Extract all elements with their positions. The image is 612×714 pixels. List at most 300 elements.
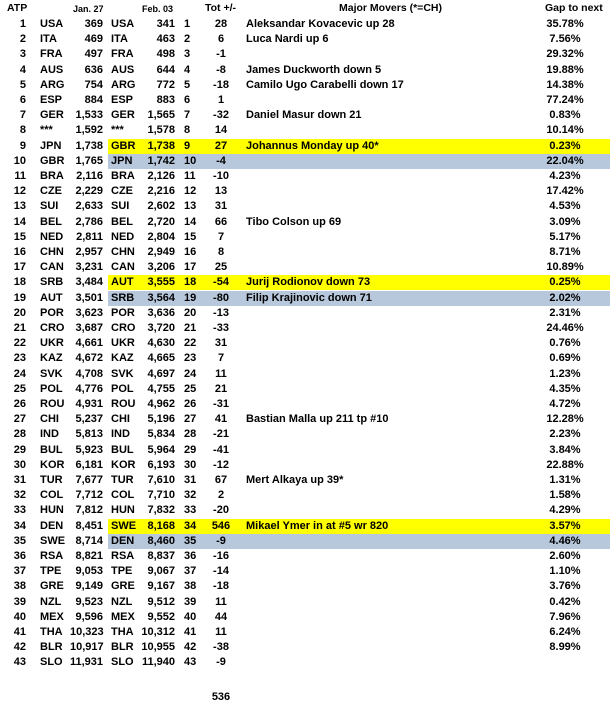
country-feb: POR [111,307,135,319]
points-feb: 2,126 [147,170,175,182]
rank-feb: 1 [184,18,191,30]
rank-feb: 10 [184,155,197,167]
gap-to-next: 24.46% [546,322,584,334]
table-row [0,245,612,260]
country-jan: NED [40,231,64,243]
points-feb: 9,067 [147,565,175,577]
points-feb: 341 [156,18,175,30]
country-jan: MEX [40,611,64,623]
table-row [0,32,612,47]
country-feb: SRB [111,292,135,304]
rank-jan: 14 [13,216,26,228]
rank-feb: 2 [184,33,191,45]
points-jan: 636 [84,64,103,76]
country-jan: POR [40,307,64,319]
points-jan: 10,323 [70,626,104,638]
points-feb: 9,552 [147,611,175,623]
rank-jan: 3 [19,48,26,60]
country-feb: BRA [111,170,135,182]
rank-jan: 15 [13,231,26,243]
rank-jan: 6 [19,94,26,106]
total-change: -18 [213,580,229,592]
rank-jan: 5 [19,79,26,91]
country-jan: GBR [40,155,65,167]
country-feb: ITA [111,33,128,45]
rank-jan: 1 [19,18,26,30]
rank-jan: 36 [13,550,26,562]
country-jan: COL [40,489,64,501]
country-feb: GBR [111,140,136,152]
rank-jan: 32 [13,489,26,501]
country-jan: THA [40,626,63,638]
rank-jan: 37 [13,565,26,577]
total-change: 27 [214,140,228,152]
major-mover: Jurij Rodionov down 73 [246,276,371,288]
points-jan: 9,523 [75,596,103,608]
points-feb: 8,460 [147,535,175,547]
rank-feb: 43 [184,656,197,668]
country-feb: KOR [111,459,136,471]
table-row [0,443,612,458]
total-change: 11 [215,368,227,380]
country-feb: POL [111,383,134,395]
rank-jan: 31 [13,474,26,486]
points-feb: 1,565 [147,109,175,121]
points-jan: 2,786 [75,216,103,228]
points-feb: 4,630 [147,337,175,349]
rank-feb: 7 [184,109,191,121]
country-feb: BEL [111,216,133,228]
major-mover: Daniel Masur down 21 [246,109,362,121]
points-feb: 4,697 [147,368,175,380]
country-feb: TPE [111,565,133,577]
points-jan: 2,116 [76,170,103,182]
rank-feb: 38 [184,580,197,592]
rank-feb: 14 [184,216,197,228]
major-mover: Mikael Ymer in at #5 wr 820 [246,520,389,532]
header-movers: Major Movers (*=CH) [339,2,442,14]
points-feb: 9,512 [147,596,175,608]
rank-jan: 17 [13,261,26,273]
rank-feb: 31 [184,474,197,486]
total-change: -38 [213,641,229,653]
country-jan: UKR [40,337,64,349]
points-jan: 8,714 [75,535,103,547]
country-jan: ESP [40,94,63,106]
country-jan: RSA [40,550,64,562]
points-jan: 4,776 [75,383,103,395]
points-feb: 8,168 [147,520,175,532]
points-jan: 7,812 [75,504,103,516]
country-feb: USA [111,18,135,30]
gap-to-next: 4.53% [549,200,581,212]
rank-feb: 24 [184,368,197,380]
total-change: -18 [213,79,229,91]
country-jan: DEN [40,520,64,532]
table-row [0,154,612,169]
total-change: -80 [213,292,229,304]
table-row [0,93,612,108]
rank-feb: 12 [184,185,197,197]
major-mover: Tibo Colson up 69 [246,216,342,228]
rank-feb: 36 [184,550,197,562]
country-jan: BUL [40,444,63,456]
total-change: -12 [213,459,229,471]
total-change: -14 [213,565,229,577]
rank-jan: 13 [13,200,26,212]
gap-to-next: 3.76% [549,580,581,592]
rank-jan: 25 [13,383,26,395]
rank-jan: 11 [14,170,26,182]
points-feb: 2,949 [147,246,175,258]
gap-to-next: 0.69% [549,352,581,364]
points-jan: 2,633 [75,200,103,212]
points-feb: 883 [156,94,175,106]
rank-jan: 34 [13,520,26,532]
country-jan: USA [40,18,64,30]
rank-jan: 10 [13,155,26,167]
rank-feb: 23 [184,352,197,364]
points-jan: 9,053 [75,565,103,577]
country-feb: NZL [111,596,133,608]
country-jan: AUT [40,292,63,304]
country-feb: KAZ [111,352,134,364]
country-feb: RSA [111,550,135,562]
points-feb: 2,216 [147,185,175,197]
country-feb: ESP [111,94,134,106]
points-jan: 1,738 [75,140,103,152]
rank-feb: 22 [184,337,197,349]
rank-feb: 13 [184,200,197,212]
rank-feb: 21 [184,322,197,334]
header-gap: Gap to next [545,2,603,14]
table-row [0,595,612,610]
country-feb: JPN [111,155,133,167]
major-mover: Johannus Monday up 40* [246,140,379,152]
country-feb: CZE [111,185,133,197]
total-change: 66 [214,216,228,228]
points-jan: 4,661 [75,337,103,349]
total-change: 31 [214,337,228,349]
rank-jan: 28 [13,428,26,440]
table-row [0,215,612,230]
points-jan: 9,149 [75,580,103,592]
points-jan: 4,931 [75,398,103,410]
rank-jan: 12 [13,185,26,197]
points-jan: 1,765 [75,155,103,167]
table-row [0,275,612,290]
country-jan: SRB [40,276,64,288]
country-feb: ARG [111,79,136,91]
points-feb: 1,738 [147,140,175,152]
rank-feb: 35 [184,535,197,547]
country-jan: ARG [40,79,65,91]
table-row [0,63,612,78]
country-feb: CHI [111,413,130,425]
total-change: -13 [213,307,229,319]
country-feb: ROU [111,398,136,410]
gap-to-next: 17.42% [546,185,584,197]
country-feb: COL [111,489,135,501]
country-jan: AUS [40,64,64,76]
points-feb: 3,206 [147,261,175,273]
table-row [0,610,612,625]
points-jan: 3,623 [75,307,103,319]
rank-feb: 3 [184,48,191,60]
points-feb: 10,312 [141,626,175,638]
points-jan: 5,813 [75,428,103,440]
points-feb: 1,578 [147,124,175,136]
rank-jan: 40 [13,611,26,623]
total-change: -33 [213,322,229,334]
gap-to-next: 3.57% [549,520,581,532]
total-change: -8 [216,64,226,76]
table-row [0,519,612,534]
points-feb: 3,555 [147,276,175,288]
gap-to-next: 19.88% [546,64,584,76]
rank-jan: 16 [13,246,26,258]
points-jan: 5,923 [75,444,103,456]
points-feb: 3,636 [147,307,175,319]
table-row [0,503,612,518]
points-feb: 6,193 [147,459,175,471]
rank-jan: 7 [19,109,26,121]
total-change: -16 [213,550,229,562]
points-jan: 4,672 [75,352,103,364]
points-feb: 7,710 [147,489,175,501]
country-jan: CHN [40,246,64,258]
gap-to-next: 0.23% [549,140,581,152]
total-sum: 536 [211,691,231,703]
points-feb: 4,755 [147,383,175,395]
rank-jan: 33 [13,504,26,516]
table-row [0,488,612,503]
country-feb: GER [111,109,135,121]
gap-to-next: 4.72% [549,398,581,410]
points-jan: 8,451 [75,520,103,532]
rank-jan: 29 [13,444,26,456]
gap-to-next: 35.78% [546,18,584,30]
total-change: -41 [213,444,229,456]
gap-to-next: 5.17% [549,231,581,243]
points-feb: 7,610 [147,474,175,486]
points-feb: 5,196 [147,413,175,425]
table-row [0,655,612,670]
table-row [0,108,612,123]
total-change: 8 [217,246,225,258]
rank-feb: 11 [184,170,196,182]
points-jan: 3,484 [75,276,103,288]
points-jan: 497 [84,48,103,60]
gap-to-next: 4.23% [549,170,581,182]
gap-to-next: 1.58% [549,489,581,501]
country-jan: TUR [40,474,63,486]
points-jan: 2,811 [76,231,103,243]
table-row [0,260,612,275]
points-feb: 4,962 [147,398,175,410]
gap-to-next: 3.84% [549,444,581,456]
country-jan: BLR [40,641,63,653]
total-change: 11 [215,626,227,638]
country-jan: CRO [40,322,65,334]
gap-to-next: 8.71% [549,246,581,258]
table-row [0,351,612,366]
gap-to-next: 0.83% [549,109,581,121]
rank-jan: 41 [13,626,26,638]
rank-feb: 20 [184,307,197,319]
country-jan: TPE [40,565,62,577]
country-feb: SUI [111,200,130,212]
points-feb: 11,940 [141,656,175,668]
total-change: -10 [213,170,229,182]
points-jan: 2,229 [75,185,103,197]
gap-to-next: 2.23% [549,428,581,440]
country-jan: KAZ [40,352,63,364]
rank-jan: 2 [19,33,26,45]
gap-to-next: 1.10% [549,565,581,577]
total-change: -9 [216,535,226,547]
total-change: 14 [214,124,228,136]
table-row [0,473,612,488]
total-change: 546 [211,520,231,532]
country-jan: IND [40,428,59,440]
major-mover: James Duckworth down 5 [246,64,382,76]
total-change: 11 [215,596,227,608]
country-jan: GER [40,109,64,121]
country-jan: KOR [40,459,65,471]
table-row [0,382,612,397]
rank-feb: 25 [184,383,197,395]
points-jan: 8,821 [75,550,103,562]
total-change: -31 [213,398,229,410]
country-jan: SLO [40,656,63,668]
table-row [0,47,612,62]
rank-jan: 30 [13,459,26,471]
country-feb: TUR [111,474,134,486]
header-tot: Tot +/- [205,2,237,14]
table-row [0,306,612,321]
major-mover: Bastian Malla up 211 tp #10 [246,413,389,425]
gap-to-next: 1.31% [549,474,581,486]
points-jan: 10,917 [70,641,104,653]
rank-feb: 5 [184,79,191,91]
total-change: 25 [214,261,228,273]
major-mover: Filip Krajinovic down 71 [246,292,372,304]
country-feb: AUT [111,276,134,288]
country-jan: BEL [40,216,62,228]
rank-feb: 33 [184,504,197,516]
points-jan: 5,237 [75,413,103,425]
table-row [0,534,612,549]
points-feb: 7,832 [147,504,175,516]
rank-feb: 40 [184,611,197,623]
country-feb: AUS [111,64,135,76]
rank-feb: 15 [184,231,197,243]
country-feb: THA [111,626,134,638]
rank-jan: 26 [13,398,26,410]
points-feb: 5,964 [147,444,175,456]
country-feb: CRO [111,322,136,334]
rank-jan: 35 [13,535,26,547]
gap-to-next: 77.24% [546,94,584,106]
total-change: 2 [217,489,225,501]
gap-to-next: 0.25% [549,276,581,288]
gap-to-next: 7.96% [549,611,581,623]
total-change: -9 [216,656,226,668]
country-jan: BRA [40,170,64,182]
total-change: 21 [214,383,228,395]
country-feb: SWE [111,520,137,532]
total-change: 7 [217,231,225,243]
total-change: -32 [213,109,229,121]
country-feb: *** [111,124,124,136]
points-jan: 369 [84,18,103,30]
gap-to-next: 10.14% [546,124,584,136]
major-mover: Luca Nardi up 6 [246,33,329,45]
country-feb: NED [111,231,135,243]
rank-jan: 27 [13,413,26,425]
table-row [0,230,612,245]
gap-to-next: 10.89% [546,261,584,273]
points-jan: 1,592 [75,124,103,136]
table-row [0,397,612,412]
major-mover: Camilo Ugo Carabelli down 17 [246,79,404,91]
points-feb: 498 [156,48,175,60]
country-feb: HUN [111,504,135,516]
table-row [0,458,612,473]
rank-feb: 19 [184,292,197,304]
country-feb: CHN [111,246,135,258]
rank-jan: 8 [19,124,26,136]
rank-feb: 17 [184,261,197,273]
points-jan: 7,677 [75,474,103,486]
table-row [0,199,612,214]
total-change: -21 [213,428,229,440]
total-change: 41 [214,413,228,425]
table-row [0,291,612,306]
gap-to-next: 14.38% [546,79,584,91]
gap-to-next: 2.31% [549,307,581,319]
country-jan: *** [40,124,53,136]
points-jan: 884 [84,94,103,106]
table-row [0,412,612,427]
points-feb: 10,955 [141,641,175,653]
rank-jan: 19 [13,292,26,304]
country-feb: SLO [111,656,134,668]
header-jan: Jan. 27 [73,4,104,14]
gap-to-next: 22.88% [546,459,584,471]
rank-jan: 42 [13,641,26,653]
country-feb: UKR [111,337,135,349]
points-feb: 3,720 [147,322,175,334]
rank-feb: 32 [184,489,197,501]
points-feb: 3,564 [147,292,175,304]
total-change: 6 [217,33,225,45]
gap-to-next: 22.04% [546,155,584,167]
table-row [0,625,612,640]
points-jan: 4,708 [75,368,103,380]
rank-feb: 18 [184,276,197,288]
gap-to-next: 4.35% [549,383,581,395]
gap-to-next: 0.76% [549,337,581,349]
country-feb: MEX [111,611,135,623]
table-row [0,17,612,32]
country-jan: NZL [40,596,62,608]
table-row [0,549,612,564]
table-row [0,123,612,138]
country-feb: GRE [111,580,135,592]
rank-jan: 22 [13,337,26,349]
